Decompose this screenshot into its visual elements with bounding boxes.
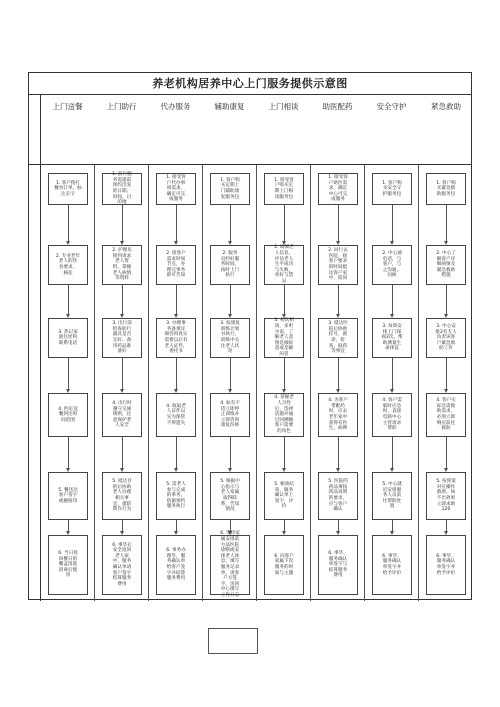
connector-line xyxy=(68,285,69,314)
step-box: 1. 接受客 户购买定 期上门相 谈服务包 xyxy=(264,173,304,205)
step-box: 1. 前行服 务需提前 预约出发 的日期、 时间、目 的地 xyxy=(102,173,142,205)
lane-5 xyxy=(257,102,311,601)
step-box: 5. 抵达目 的后协助 老人办理 相关事 宜，谨防 欺诈行为 xyxy=(102,472,142,520)
step-box: 3. 出行前 检查助行 器具是否 完好、备 用药品准 备好 xyxy=(102,318,142,358)
connector-line xyxy=(392,285,393,314)
connector-line xyxy=(230,285,231,314)
connector-line xyxy=(446,205,447,241)
step-box: 4. 如有不 适立即停 止训练并 立即咨询 康复医师 xyxy=(210,393,250,437)
lane-1 xyxy=(41,102,95,601)
step-box: 5. 餐送达 客户签字 或握接印 xyxy=(48,472,88,520)
connector-line xyxy=(338,437,339,468)
connector-line xyxy=(284,358,285,389)
diagram-title: 养老机构居养中心上门服务提供示意图 xyxy=(29,73,471,95)
connector-line xyxy=(176,358,177,389)
step-box: 5. 医院的 药品须按 药品说明 的要求， 应与客户 确认 xyxy=(318,472,358,520)
lane-header: 安全守护 xyxy=(376,102,407,111)
step-box: 3. 抵达医 院后协助 挂号，就 诊，检 查，取药 等事宜 xyxy=(318,318,358,358)
connector-line xyxy=(392,437,393,468)
step-box: 5. 按预案 对应操作 救助，如 不出效果 立即求助 120 xyxy=(426,472,466,520)
step-box: 4. 为客户 带配药 时，应去 老年家中 获得有医 生、病例 xyxy=(318,393,358,437)
lane-header: 上门送餐 xyxy=(52,102,83,111)
connector-line xyxy=(122,520,123,531)
connector-line xyxy=(284,520,285,531)
step-box: 3. 按康复 训练计划 书执行， 训练中关 注老人状 况 xyxy=(210,318,250,358)
connector-line xyxy=(68,205,69,241)
step-box: 6. 当日投 回餐日的 餐盒清洗 消毒后使 用 xyxy=(48,535,88,595)
step-box: 1. 客户购 买紧急救 助服务包 xyxy=(426,173,466,205)
connector-line xyxy=(392,520,393,531)
connector-line xyxy=(68,437,69,468)
connector-line xyxy=(284,437,285,468)
step-box: 5. 中心就 近安排服 务人员前 往帮助处 置 xyxy=(372,472,412,520)
step-box: 3. 初次相 谈，多听 少说，了 解老人意 图是倾诉 意或是解 闷者 xyxy=(264,318,304,358)
lane-header: 紧急救助 xyxy=(431,102,461,111)
connector-line xyxy=(338,358,339,389)
step-box: 2. 服务 员约好服 务时间， 按时上门 执行 xyxy=(210,245,250,285)
connector-line xyxy=(122,437,123,468)
step-box: 2. 护理员 接到请求 老人资 料，掌握 老人病情 等资料 xyxy=(102,245,142,285)
step-box: 1. 客户购 买安全守 护服务包 xyxy=(372,173,412,205)
step-box: 6. 事毕后 安全返回 老人家 中，服务 确认单请 客户签字 结算服务 费用 xyxy=(102,535,142,595)
step-box: 1. 接受客 户代办事 项需求， 确定可完 成服务 xyxy=(156,173,196,205)
lane-header: 上门相谈 xyxy=(268,102,299,111)
connector-line xyxy=(176,285,177,314)
connector-line xyxy=(392,358,393,389)
lane-header: 助医配药 xyxy=(322,102,353,111)
step-box: 4. 约定送 餐到达时 间范围 xyxy=(48,393,88,437)
connector-line xyxy=(446,285,447,314)
step-box: 2. 调阅老 人信息， 评估老人 生平成功 与失败， 喜好与禁 忌 xyxy=(264,245,304,285)
step-box: 2. 同行去 医院，接 客户要求 的时间抵 达客户家 中，陪同 xyxy=(318,245,358,285)
connector-line xyxy=(122,358,123,389)
step-box: 6. 事毕， 服务确认 单签字并 给予评价 xyxy=(426,535,466,595)
step-box: 3. 每周安 排上门探 视2次，帮 助测量生 命体征 xyxy=(372,318,412,358)
lane-7 xyxy=(365,102,419,601)
step-box: 5. 相谈结 束，服务 确认单上 签字，评 价 xyxy=(264,472,304,520)
connector-line xyxy=(446,437,447,468)
connector-line xyxy=(176,520,177,531)
step-box: 6. 等待家 属安排前 方法医院 诊断或安 排老人休 息；填写 服务记录 单，请客 户方签 字，送回 中心填写 工作日志 xyxy=(210,535,250,595)
step-box: 1. 客户拨打 餐食订单，标 注长字 xyxy=(48,173,88,205)
lane-header: 上门助行 xyxy=(106,102,137,111)
connector-line xyxy=(338,520,339,531)
step-box: 2. 专业老年 老人的饮 食要求， 核征 xyxy=(48,245,88,285)
connector-line xyxy=(176,205,177,241)
lane-4 xyxy=(203,102,257,601)
connector-line xyxy=(446,520,447,531)
footer-box xyxy=(208,628,258,654)
connector-line xyxy=(284,205,285,241)
step-box: 4. 客户实 际急需救 助需求， 必须立即 响应前往 救助 xyxy=(426,393,466,437)
connector-line xyxy=(230,358,231,389)
step-box: 6. 向客户 家属下次 服务的时 间与主题 xyxy=(264,535,304,595)
connector-line xyxy=(338,205,339,241)
connector-line xyxy=(176,437,177,468)
connector-line xyxy=(68,358,69,389)
connector-line xyxy=(230,520,231,531)
connector-line xyxy=(284,285,285,314)
step-box: 1. 客户购 买定期上 门辅助康 复服务包 xyxy=(210,173,250,205)
lane-header: 辅助康复 xyxy=(214,102,245,111)
step-box: 1. 接受客 户助医需 求，确定 中心可完 成服务 xyxy=(318,173,358,205)
step-box: 6. 事务办 理毕，服 务确认单 给客户签 字并结算 服务费用 xyxy=(156,535,196,595)
step-box: 3. 中心安 排2名专人 负责该客 户紧急救 助工作 xyxy=(426,318,466,358)
step-box: 2. 接客户 需求时间 节点，办 理完事务 即可告知 xyxy=(156,245,196,285)
lane-header: 代办服务 xyxy=(160,102,191,111)
step-box: 5. 根据中 心指示与 老人家属 取得联 系，告知 情况 xyxy=(210,472,250,520)
connector-line xyxy=(338,285,339,314)
step-box: 6. 事毕， 服务确认 单签字与 结算服务 费用 xyxy=(318,535,358,595)
step-box: 3. 办理事 务备须详 细咨询真实 需要以后有 老人证件， 委托书 xyxy=(156,318,196,358)
row-label-column xyxy=(29,95,41,601)
connector-line xyxy=(230,437,231,468)
connector-line xyxy=(392,205,393,241)
step-box: 4. 掌握老 人习性 后，选择 话题并通 过回溯做 客户需要 的角色 xyxy=(264,393,304,437)
step-box: 3. 热记家 庭住址和 联系电话 xyxy=(48,318,88,358)
lane-3 xyxy=(149,102,203,601)
step-box: 5. 需老人 参与完成 的事务， 依据预约 服务执行 xyxy=(156,472,196,520)
lane-8 xyxy=(419,102,473,601)
connector-line xyxy=(230,205,231,241)
lane-6 xyxy=(311,102,365,601)
lane-2 xyxy=(95,102,149,601)
step-box: 4. 收取老 人证件以 实为保管 不得遗失 xyxy=(156,393,196,437)
connector-line xyxy=(122,205,123,241)
diagram-frame xyxy=(28,72,472,600)
connector-line xyxy=(446,358,447,389)
step-box: 4. 出行时 遵守交通 规则，注 意保护老 人安全 xyxy=(102,393,142,437)
step-box: 6. 事毕， 服务确认 单签字并 给予评价 xyxy=(372,535,412,595)
connector-line xyxy=(122,285,123,314)
connector-line xyxy=(68,520,69,531)
step-box: 4. 客户需 临时应急 时，直接 电联中心 主管请求 帮助 xyxy=(372,393,412,437)
step-box: 2. 中心通 电话，与 客户，与 之沟通， 问候 xyxy=(372,245,412,285)
step-box: 2. 中心了 解客户详 细病情及 紧急救助 措施 xyxy=(426,245,466,285)
